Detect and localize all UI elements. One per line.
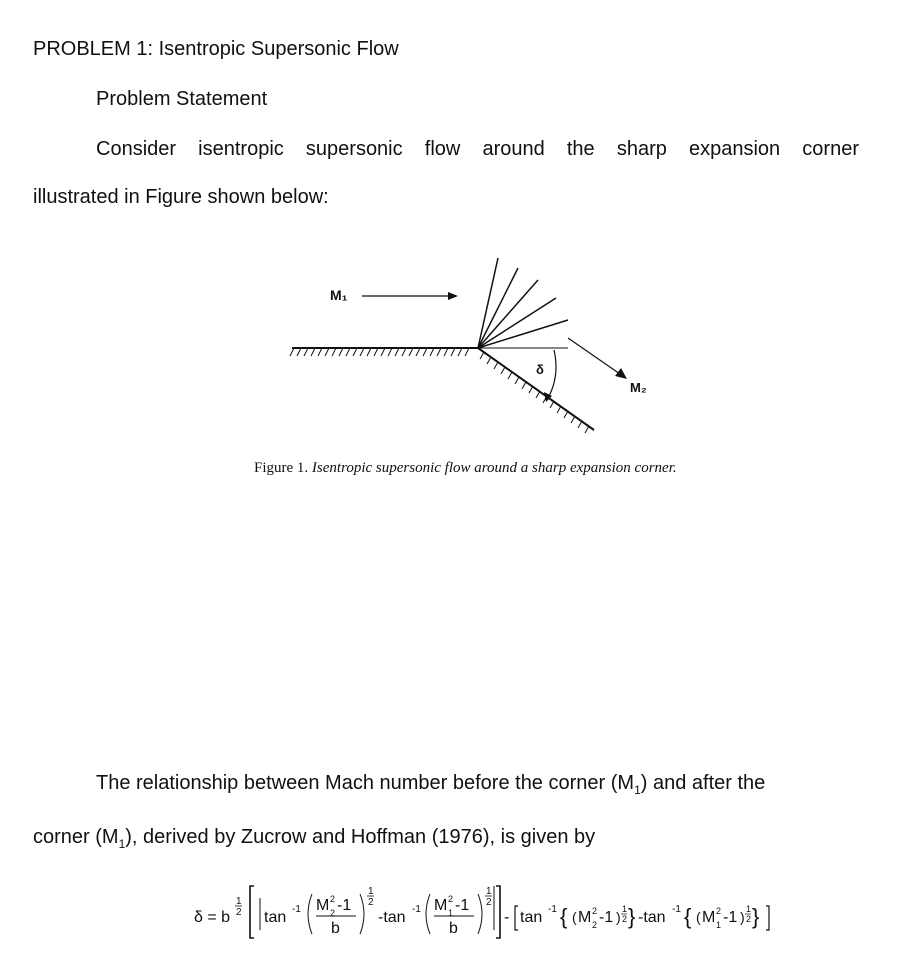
svg-text:}: } <box>628 904 636 929</box>
svg-text:2: 2 <box>448 894 454 904</box>
eq-lhs: δ = b <box>194 909 231 926</box>
svg-text:tan: tan <box>520 909 543 926</box>
paragraph-1-line-1: Consider isentropic supersonic flow around the sharp expansion corner <box>96 138 859 160</box>
svg-text:): ) <box>616 909 621 925</box>
expansion-fan <box>478 258 568 348</box>
svg-text:2: 2 <box>486 897 492 908</box>
svg-text:-: - <box>504 909 510 926</box>
downstream-wall-hatching <box>480 352 589 433</box>
figure-caption <box>254 460 677 477</box>
relationship-line-2: corner $(M_1)$, derived by Zucrow and Hoffman (1976), is given by <box>33 826 596 851</box>
svg-text:1: 1 <box>716 920 722 930</box>
svg-text:1: 1 <box>622 904 628 914</box>
svg-text:-1: -1 <box>672 904 681 915</box>
figure-caption-label: Figure 1. <box>254 460 309 476</box>
svg-text:-1: -1 <box>548 904 557 915</box>
svg-text:}: } <box>752 904 760 929</box>
svg-text:{: { <box>684 904 692 929</box>
svg-text:-1: -1 <box>292 904 301 915</box>
eq-tan2: -tan <box>378 909 406 926</box>
prandtl-meyer-equation <box>192 872 782 944</box>
svg-text:-1: -1 <box>455 897 470 914</box>
downstream-flow-arrow <box>568 338 620 374</box>
svg-text:2: 2 <box>236 907 242 918</box>
downstream-wall <box>478 348 594 430</box>
problem-statement-heading: Problem Statement <box>96 88 268 110</box>
eq-right-bracket <box>496 886 500 938</box>
svg-text:2: 2 <box>368 897 374 908</box>
eq-left-bracket <box>250 886 254 938</box>
delta-angle-arc <box>548 350 556 398</box>
figure-caption-text: Isentropic supersonic flow around a sharp expansion corner. <box>311 460 677 476</box>
svg-text:{: { <box>560 904 568 929</box>
relationship-line-1: The relationship between Mach number before the corner $(M_1)$ and after the <box>96 772 766 797</box>
svg-text:): ) <box>740 909 745 925</box>
svg-text:1: 1 <box>448 908 454 918</box>
m1-label: M₁ <box>330 287 348 303</box>
svg-text:M: M <box>434 897 448 914</box>
paragraph-1-line-2: illustrated in Figure shown below: <box>33 186 329 208</box>
svg-text:2: 2 <box>746 914 752 924</box>
downstream-arrowhead <box>615 368 627 379</box>
problem-title: PROBLEM 1: Isentropic Supersonic Flow <box>33 38 399 60</box>
delta-label: δ <box>536 362 544 377</box>
svg-text:b: b <box>449 920 458 937</box>
eq-tan1: tan <box>264 909 287 926</box>
svg-text:-1: -1 <box>337 897 352 914</box>
svg-text:-1: -1 <box>599 909 614 926</box>
svg-text:-1: -1 <box>412 904 421 915</box>
svg-text:b: b <box>331 920 340 937</box>
svg-text:2: 2 <box>592 920 598 930</box>
m2-label: M₂ <box>630 380 647 395</box>
upstream-wall-hatching <box>290 348 469 356</box>
svg-text:-1: -1 <box>723 909 738 926</box>
svg-text:-tan: -tan <box>638 909 666 926</box>
svg-text:1: 1 <box>486 886 492 897</box>
svg-text:M: M <box>702 909 716 926</box>
svg-text:2: 2 <box>592 906 598 916</box>
svg-text:(: ( <box>696 909 701 925</box>
expansion-corner-figure <box>250 250 710 470</box>
svg-text:(: ( <box>572 909 577 925</box>
svg-text:2: 2 <box>716 906 722 916</box>
svg-text:1: 1 <box>368 886 374 897</box>
svg-text:M: M <box>578 909 592 926</box>
svg-text:2: 2 <box>622 914 628 924</box>
svg-text:1: 1 <box>236 896 242 907</box>
svg-text:1: 1 <box>746 904 752 914</box>
svg-text:M: M <box>316 897 330 914</box>
svg-text:2: 2 <box>330 894 336 904</box>
svg-text:2: 2 <box>330 908 336 918</box>
upstream-arrowhead <box>448 292 458 300</box>
